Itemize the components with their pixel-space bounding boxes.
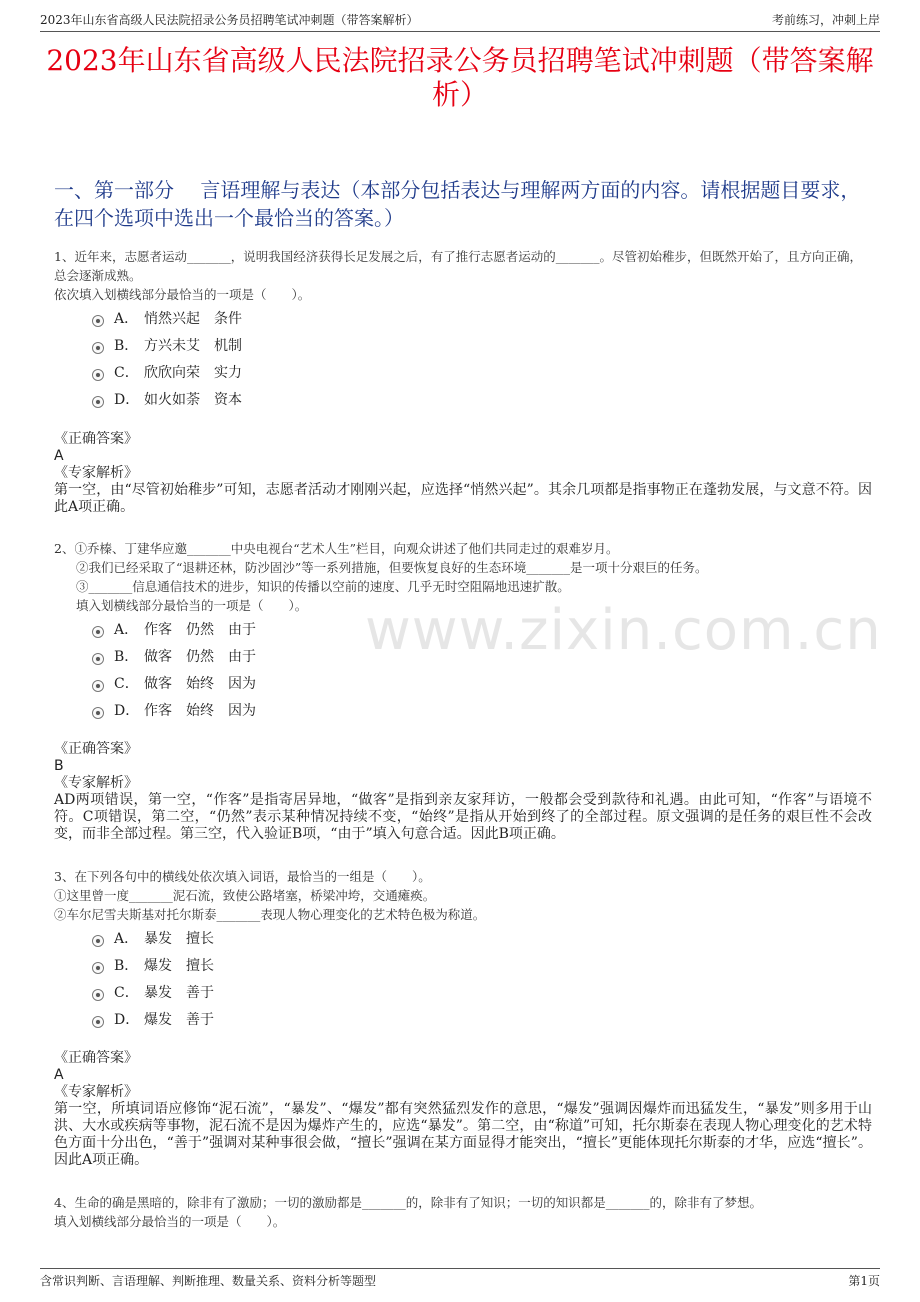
analysis-label: 《专家解析》	[54, 465, 138, 481]
page-footer	[40, 1268, 880, 1290]
question-prompt: 依次填入划横线部分最恰当的一项是（ ）。	[54, 287, 311, 302]
page-header	[40, 10, 880, 32]
radio-icon[interactable]	[92, 396, 104, 408]
question-line: ②车尔尼雪夫斯基对托尔斯泰_______表现人物心理变化的艺术特色极为称道。	[54, 907, 486, 922]
radio-icon[interactable]	[92, 707, 104, 719]
header-slogan: 考前练习，冲刺上岸	[771, 13, 880, 27]
analysis-label: 《专家解析》	[54, 775, 138, 791]
answer-value: A	[54, 448, 64, 464]
option-a[interactable]: A． 作客 仍然 由于	[92, 615, 270, 642]
question-1	[54, 247, 870, 304]
question-4	[54, 1193, 870, 1231]
question-stem: 1、近年来，志愿者运动_______，说明我国经济获得长足发展之后，有了推行志愿者运动的_______。尽管初始稚步，但既然开始了，且方向正确，总会逐渐成熟。	[54, 249, 862, 283]
question-prompt: 填入划横线部分最恰当的一项是（ ）。	[76, 598, 308, 613]
analysis-text: AD两项错误，第一空，“作客”是指寄居异地，“做客”是指到亲友家拜访，一般都会受到款待和礼遇。由此可知，“作客”与语境不符。C项错误，第二空，“仍然”表示某种情况持续不变，“始终”是指从开始到终了的全部过程。原文强调的是任务的艰巨性不会改变，而非全部过程。第三空，代入验证B项，“由于”填入句意合适。因此B项正确。	[54, 792, 872, 842]
analysis-text: 第一空，由“尽管初始稚步”可知，志愿者活动才刚刚兴起，应选择“悄然兴起”。其余几项都是指事物正在蓬勃发展，与文意不符。因此A项正确。	[54, 482, 872, 515]
question-3	[54, 867, 870, 924]
option-c[interactable]: C． 做客 始终 因为	[92, 669, 270, 696]
page-number: 第1页	[848, 1274, 880, 1288]
question-stem: 4、生命的确是黑暗的，除非有了激励；一切的激励都是_______的，除非有了知识；一切的知识都是_______的，除非有了梦想。	[54, 1195, 762, 1210]
option-d[interactable]: D． 如火如荼 资本	[92, 385, 256, 412]
analysis-label: 《专家解析》	[54, 1084, 138, 1100]
question-prompt: 填入划横线部分最恰当的一项是（ ）。	[54, 1214, 286, 1229]
options-q1	[92, 304, 256, 412]
radio-icon[interactable]	[92, 626, 104, 638]
footer-note: 含常识判断、言语理解、判断推理、数量关系、资料分析等题型	[40, 1274, 377, 1288]
answer-label: 《正确答案》	[54, 431, 138, 447]
answer-block-q2	[54, 741, 872, 843]
options-q3	[92, 924, 228, 1032]
option-c[interactable]: C． 欣欣向荣 实力	[92, 358, 256, 385]
radio-icon[interactable]	[92, 369, 104, 381]
option-b[interactable]: B． 爆发 擅长	[92, 951, 228, 978]
question-2	[54, 539, 870, 615]
question-stem: 2、①乔榛、丁建华应邀_______中央电视台“艺术人生”栏目，向观众讲述了他们共同走过的艰难岁月。	[54, 541, 619, 556]
question-stem: 3、在下列各句中的横线处依次填入词语，最恰当的一组是（ ）。	[54, 869, 431, 884]
radio-icon[interactable]	[92, 935, 104, 947]
analysis-text: 第一空，所填词语应修饰“泥石流”，“暴发”、“爆发”都有突然猛烈发作的意思，“爆发”强调因爆炸而迅猛发生，“暴发”则多用于山洪、大水或疾病等事物，泥石流不是因为爆炸产生的，应选“暴发”。第二空，由“称道”可知，托尔斯泰在表现人物心理变化的艺术特色方面十分出色，“善于”强调对某种事很会做，“擅长”强调在某方面显得才能突出，“擅长”更能体现托尔斯泰的才华，应选“擅长”。因此A项正确。	[54, 1101, 872, 1168]
option-d[interactable]: D． 作客 始终 因为	[92, 696, 270, 723]
option-a[interactable]: A． 悄然兴起 条件	[92, 304, 256, 331]
watermark: www.zixin.com.cn	[365, 598, 882, 663]
question-line: ②我们已经采取了“退耕还林，防沙固沙”等一系列措施，但要恢复良好的生态环境_______是一项十分艰巨的任务。	[76, 560, 708, 575]
radio-icon[interactable]	[92, 315, 104, 327]
answer-value: A	[54, 1067, 64, 1083]
section-heading: 一、第一部分 言语理解与表达（本部分包括表达与理解两方面的内容。请根据题目要求，在四个选项中选出一个最恰当的答案。）	[54, 178, 861, 230]
radio-icon[interactable]	[92, 962, 104, 974]
option-d[interactable]: D． 爆发 善于	[92, 1005, 228, 1032]
options-q2	[92, 615, 270, 723]
radio-icon[interactable]	[92, 342, 104, 354]
question-line: ①这里曾一度_______泥石流，致使公路堵塞，桥梁冲垮，交通瘫痪。	[54, 888, 436, 903]
radio-icon[interactable]	[92, 1016, 104, 1028]
answer-block-q3	[54, 1050, 872, 1169]
answer-block-q1	[54, 431, 872, 516]
option-b[interactable]: B． 做客 仍然 由于	[92, 642, 270, 669]
radio-icon[interactable]	[92, 989, 104, 1001]
option-a[interactable]: A． 暴发 擅长	[92, 924, 228, 951]
radio-icon[interactable]	[92, 653, 104, 665]
document-title: 2023年山东省高级人民法院招录公务员招聘笔试冲刺题（带答案解析）	[46, 44, 874, 111]
answer-label: 《正确答案》	[54, 1050, 138, 1066]
radio-icon[interactable]	[92, 680, 104, 692]
header-title: 2023年山东省高级人民法院招录公务员招聘笔试冲刺题（带答案解析）	[40, 13, 419, 27]
answer-label: 《正确答案》	[54, 741, 138, 757]
option-c[interactable]: C． 暴发 善于	[92, 978, 228, 1005]
option-b[interactable]: B． 方兴未艾 机制	[92, 331, 256, 358]
answer-value: B	[54, 758, 64, 774]
question-line: ③_______信息通信技术的进步，知识的传播以空前的速度、几乎无时空阻隔地迅速扩散。	[76, 579, 570, 594]
